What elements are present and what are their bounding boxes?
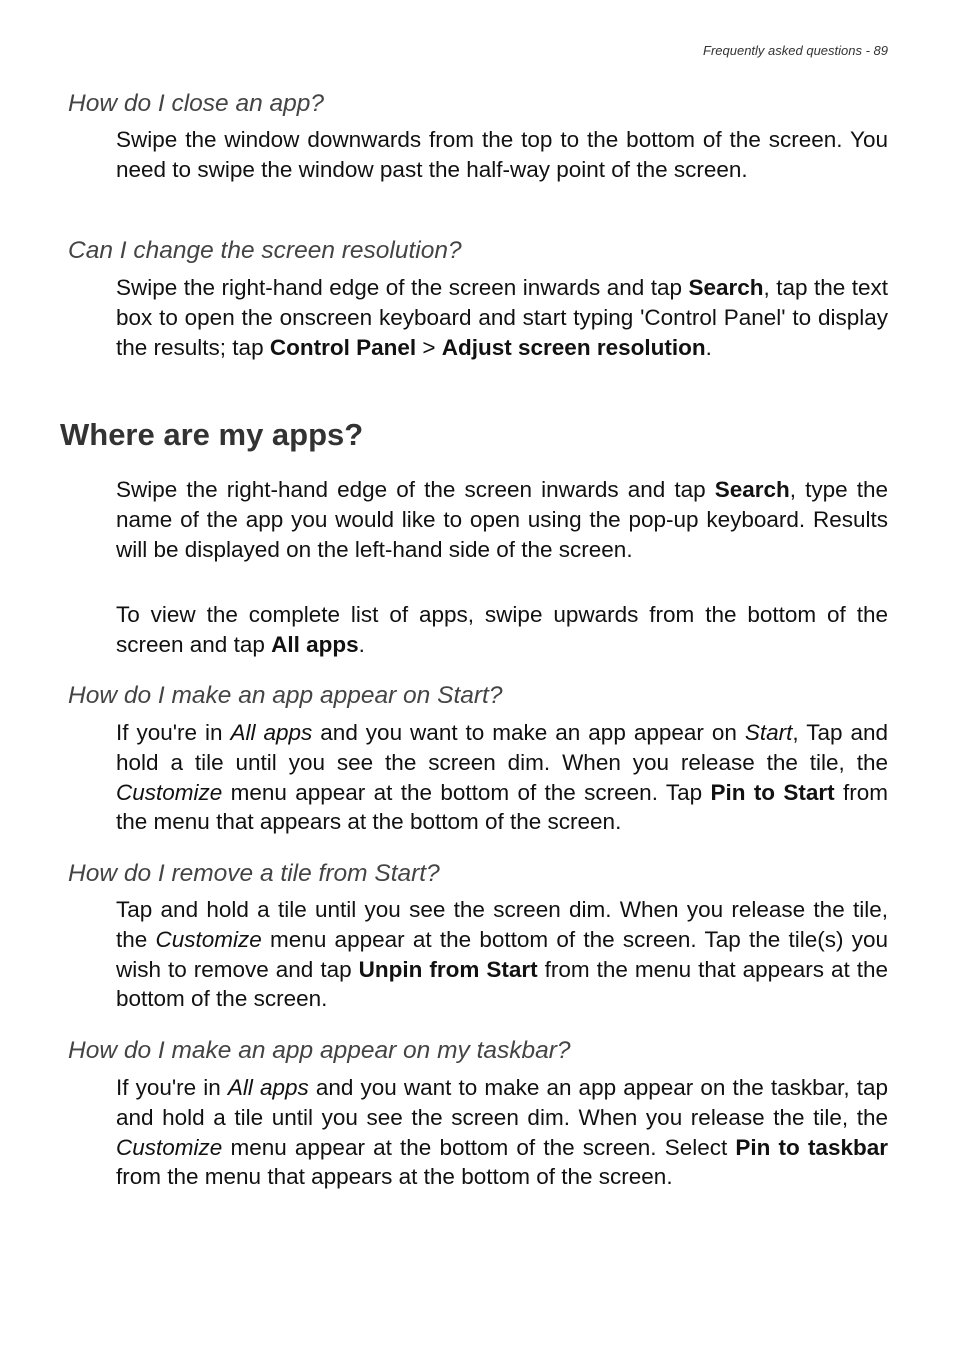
answer-close-app: Swipe the window downwards from the top to the bottom of the screen. You need to swipe the window past the half-way point of the screen. bbox=[116, 127, 888, 182]
question-screen-resolution: Can I change the screen resolution? bbox=[68, 237, 462, 264]
question-remove-tile: How do I remove a tile from Start? bbox=[68, 860, 440, 887]
answer-remove-tile: Tap and hold a tile until you see the screen dim. When you release the tile, the Customize menu appear at the bottom of the screen. Tap the tile(s) you wish to remove and tap Unpin from Start from the menu that appears at the bottom of the screen. bbox=[116, 897, 889, 1012]
where-apps-paragraph-1: Swipe the right-hand edge of the screen inwards and tap Search, type the name of the app you would like to open using the pop-up keyboard. Results will be displayed on the left-hand side of the screen. bbox=[116, 477, 888, 562]
section-heading-where-apps: Where are my apps? bbox=[60, 417, 364, 452]
answer-screen-resolution: Swipe the right-hand edge of the screen inwards and tap Search, tap the text box to open the onscreen keyboard and start typing 'Control Panel' to display the results; tap Control Panel > Adjust screen resolution. bbox=[116, 275, 889, 360]
running-header: Frequently asked questions - 89 bbox=[703, 43, 888, 58]
answer-appear-on-taskbar: If you're in All apps and you want to make an app appear on the taskbar, tap and hold a tile until you see the screen dim. When you release the tile, the Customize menu appear at the bottom of the screen. Select Pin to taskbar from the menu that appears at the bottom of the screen. bbox=[116, 1075, 888, 1190]
question-close-app: How do I close an app? bbox=[68, 90, 325, 117]
answer-appear-on-start: If you're in All apps and you want to make an app appear on Start, Tap and hold a tile until you see the screen dim. When you release the tile, the Customize menu appear at the bottom of the screen. Tap Pin to Start from the menu that appears at the bottom of the screen. bbox=[116, 720, 889, 835]
question-appear-on-start: How do I make an app appear on Start? bbox=[68, 682, 503, 709]
question-appear-on-taskbar: How do I make an app appear on my taskbar? bbox=[68, 1037, 571, 1064]
where-apps-paragraph-2: To view the complete list of apps, swipe upwards from the bottom of the screen and tap All apps. bbox=[116, 602, 888, 657]
